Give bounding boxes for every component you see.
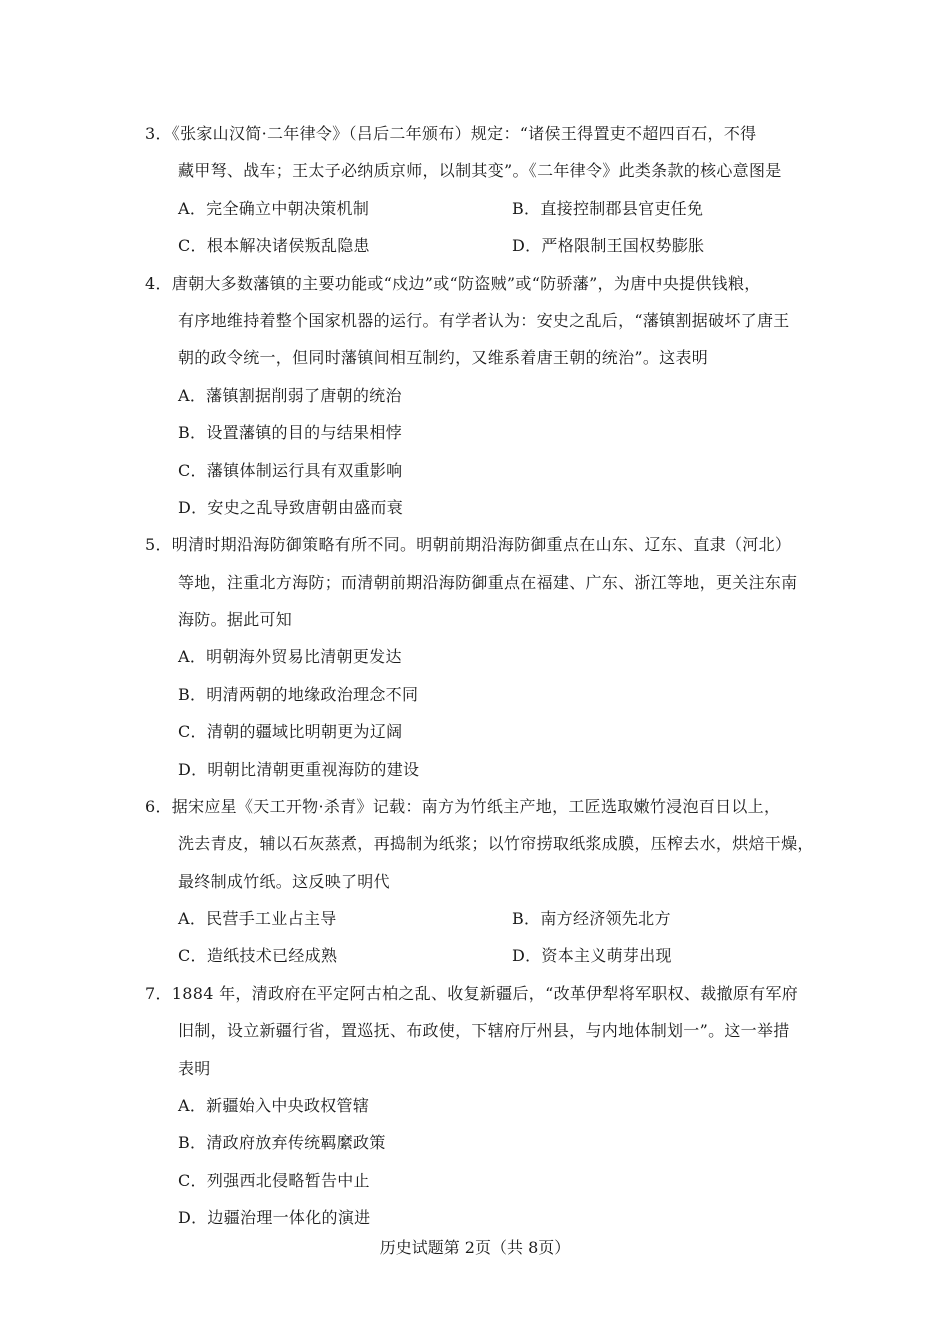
question-4-stem-line-3: 朝的政令统一，但同时藩镇间相互制约，又维系着唐王朝的统治”。这表明 — [178, 348, 709, 367]
question-4-stem-line-1: 4．唐朝大多数藩镇的主要功能或“戍边”或“防盗贼”或“防骄藩”，为唐中央提供钱粮， — [145, 274, 761, 293]
question-7-option-d: D．边疆治理一体化的演进 — [178, 1208, 371, 1227]
question-7-stem-line-3: 表明 — [178, 1059, 211, 1078]
question-4-option-d: D．安史之乱导致唐朝由盛而衰 — [178, 498, 404, 517]
question-4-stem-line-2: 有序地维持着整个国家机器的运行。有学者认为：安史之乱后，“藩镇割据破坏了唐王 — [178, 311, 790, 330]
question-3-option-d: D．严格限制王国权势膨胀 — [512, 236, 705, 255]
question-7-option-b: B．清政府放弃传统羁縻政策 — [178, 1133, 386, 1152]
question-5-stem-line-1: 5．明清时期沿海防御策略有所不同。明朝前期沿海防御重点在山东、辽东、直隶（河北） — [145, 535, 792, 554]
question-4-option-a: A．藩镇割据削弱了唐朝的统治 — [178, 386, 402, 405]
question-6-option-b: B．南方经济领先北方 — [512, 909, 671, 928]
question-3-option-c: C．根本解决诸侯叛乱隐患 — [178, 236, 370, 255]
question-6-stem-line-2: 洗去青皮，辅以石灰蒸煮，再捣制为纸浆；以竹帘捞取纸浆成膜，压榨去水，烘焙干燥， — [178, 834, 814, 853]
question-7-option-a: A．新疆始入中央政权管辖 — [178, 1096, 370, 1115]
question-6-option-c: C．造纸技术已经成熟 — [178, 946, 338, 965]
question-7-stem-line-2: 旧制，设立新疆行省，置巡抚、布政使，下辖府厅州县，与内地体制划一”。这一举措 — [178, 1021, 790, 1040]
question-3-option-b: B．直接控制郡县官吏任免 — [512, 199, 704, 218]
question-4-option-c: C．藩镇体制运行具有双重影响 — [178, 461, 403, 480]
question-5-stem-line-3: 海防。据此可知 — [178, 610, 293, 629]
question-5-option-a: A．明朝海外贸易比清朝更发达 — [178, 647, 402, 666]
page-footer: 历史试题第 2页（共 8页） — [379, 1238, 571, 1257]
question-5-option-d: D．明朝比清朝更重视海防的建设 — [178, 760, 420, 779]
question-6-option-a: A．民营手工业占主导 — [178, 909, 337, 928]
question-6-stem-line-3: 最终制成竹纸。这反映了明代 — [178, 872, 390, 891]
question-5-option-b: B．明清两朝的地缘政治理念不同 — [178, 685, 419, 704]
question-3-stem-line-2: 藏甲弩、战车；王太子必纳质京师，以制其变”。《二年律令》此类条款的核心意图是 — [178, 161, 782, 180]
question-6-stem-line-1: 6．据宋应星《天工开物·杀青》记载：南方为竹纸主产地，工匠选取嫩竹浸泡百日以上， — [145, 797, 781, 816]
question-5-option-c: C．清朝的疆域比明朝更为辽阔 — [178, 722, 403, 741]
question-7-stem-line-1: 7．1884 年，清政府在平定阿古柏之乱、收复新疆后，“改革伊犁将军职权、裁撤原有军府 — [145, 984, 799, 1003]
question-4-option-b: B．设置藩镇的目的与结果相悖 — [178, 423, 402, 442]
question-3-stem-line-1: 3．《张家山汉简·二年律令》（吕后二年颁布）规定：“诸侯王得置吏不超四百石，不得 — [145, 124, 757, 143]
question-7-option-c: C．列强西北侵略暂告中止 — [178, 1171, 370, 1190]
question-6-option-d: D．资本主义萌芽出现 — [512, 946, 672, 965]
question-5-stem-line-2: 等地，注重北方海防；而清朝前期沿海防御重点在福建、广东、浙江等地，更关注东南 — [178, 573, 798, 592]
question-3-option-a: A．完全确立中朝决策机制 — [178, 199, 370, 218]
